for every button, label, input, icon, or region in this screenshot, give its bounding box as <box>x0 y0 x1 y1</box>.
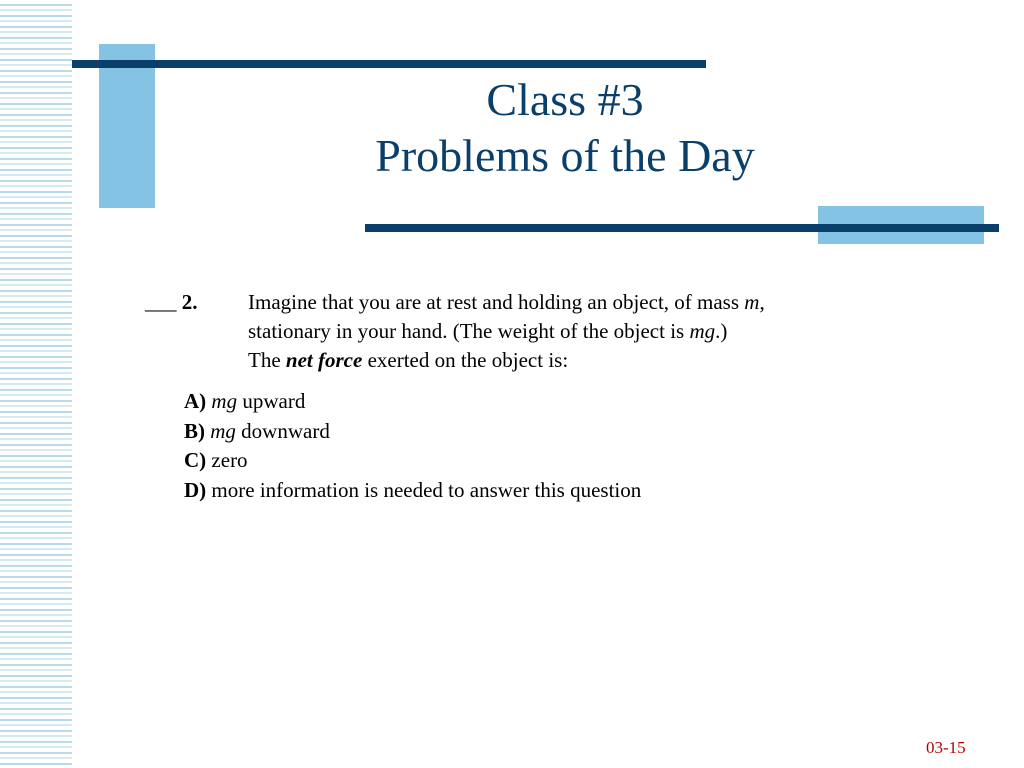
answer-blank: ___ <box>145 290 177 314</box>
title-rule-bottom <box>365 224 999 232</box>
question-line-1: Imagine that you are at rest and holding an object, of mass m, <box>248 290 765 314</box>
choice-a: A) mg upward <box>184 389 306 413</box>
title-accent-block-left <box>99 44 155 208</box>
answer-choices <box>184 387 641 505</box>
question-number <box>145 288 198 317</box>
page-number: 03-15 <box>926 738 966 757</box>
weight-variable: mg <box>689 319 716 343</box>
mass-variable: m <box>744 290 760 314</box>
question-number-label: 2. <box>181 290 198 314</box>
left-stripe-border <box>0 0 72 768</box>
title-line-1: Class #3 <box>486 74 644 125</box>
choice-b: B) mg downward <box>184 418 330 443</box>
question-line-3: The net force exerted on the object is: <box>248 348 569 372</box>
choice-c: C) zero <box>184 448 248 472</box>
slide-title <box>300 72 830 184</box>
title-line-2: Problems of the Day <box>375 130 755 181</box>
choice-d: D) more information is needed to answer this question <box>184 477 642 502</box>
title-rule-top <box>72 60 706 68</box>
net-force-emphasis: net force <box>285 348 363 372</box>
question-line-2: stationary in your hand. (The weight of the object is mg.) <box>248 319 728 343</box>
question-text <box>248 288 928 375</box>
